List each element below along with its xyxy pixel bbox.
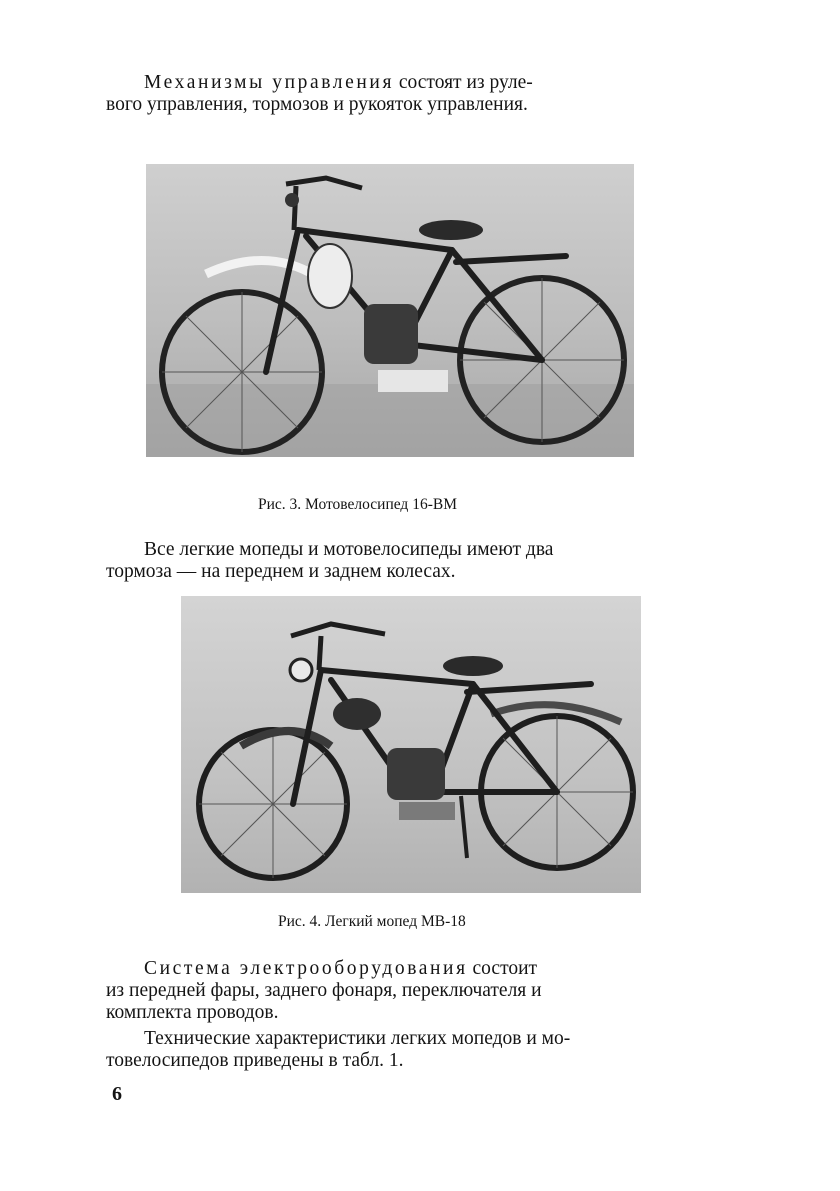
spaced-lead-term: Система электрооборудования <box>144 958 468 979</box>
text-line: Технические характеристики легких мопедов и мо- <box>144 1028 571 1049</box>
light-moped-illustration <box>181 596 641 893</box>
paragraph-specifications <box>106 1028 692 1072</box>
text-run: состоит <box>467 958 538 979</box>
paragraph-brakes <box>106 539 692 583</box>
text-line: комплекта проводов. <box>106 1002 279 1023</box>
motor-bicycle-illustration <box>146 164 634 457</box>
text-line: вого управления, тормозов и рукояток управления. <box>106 94 528 115</box>
page-number: 6 <box>112 1083 122 1105</box>
figure-4-caption: Рис. 4. Легкий мопед МВ-18 <box>278 913 466 930</box>
text-run: состоят из руле- <box>394 72 533 93</box>
spaced-lead-term: Механизмы управления <box>144 72 395 93</box>
text-line: тормоза — на переднем и заднем колесах. <box>106 561 456 582</box>
figure-4-photo <box>181 596 641 893</box>
paragraph-control-mechanisms <box>106 72 692 116</box>
figure-3-caption: Рис. 3. Мотовелосипед 16-ВМ <box>258 496 457 513</box>
text-line: Все легкие мопеды и мотовелосипеды имеют два <box>144 539 554 560</box>
paragraph-electrical-system <box>106 958 692 1024</box>
text-line: товелосипедов приведены в табл. 1. <box>106 1050 404 1071</box>
text-line: из передней фары, заднего фонаря, переключателя и <box>106 980 542 1001</box>
figure-3-photo <box>146 164 634 457</box>
